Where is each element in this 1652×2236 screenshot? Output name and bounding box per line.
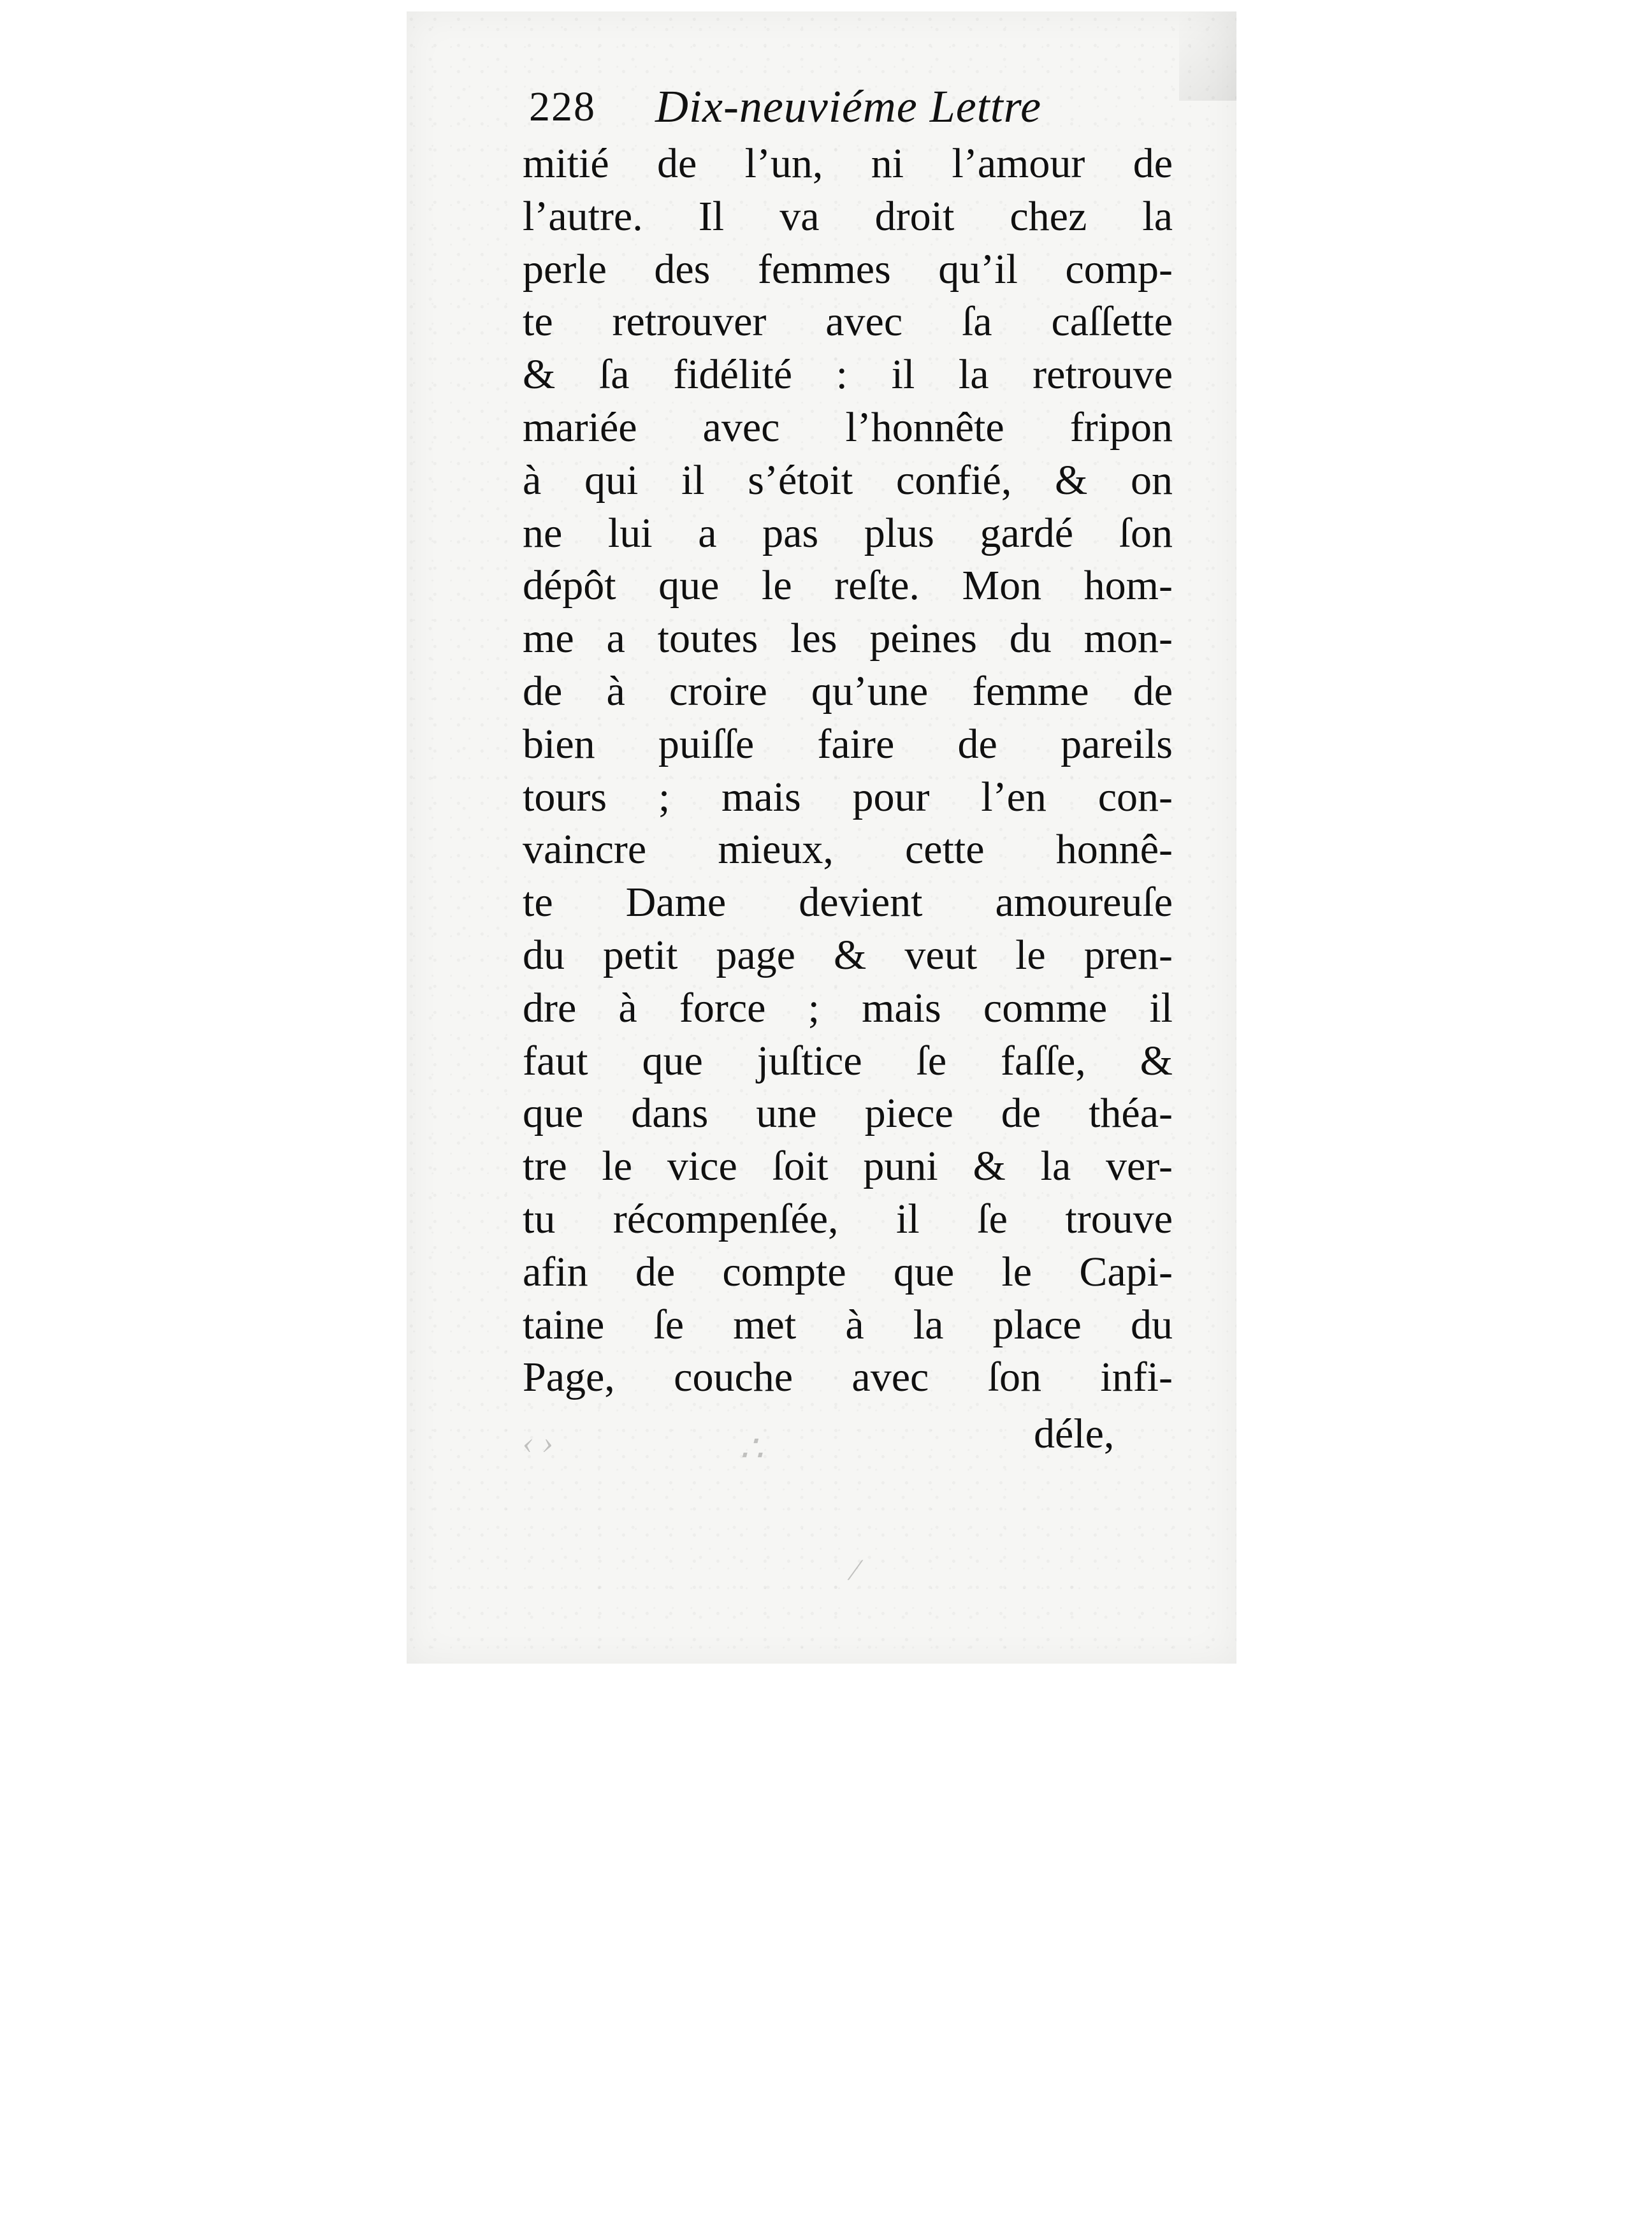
page-number: 228 [529,83,596,130]
text-line: tu récompenſée, il ſe trouve [523,1195,1173,1242]
text-line: mariée avec l’honnête fripon [523,403,1173,451]
text-line: de à croire qu’une femme de [523,667,1173,715]
text-line: tre le vice ſoit puni & la ver- [523,1143,1173,1190]
text-line: afin de compte que le Capi- [523,1248,1173,1295]
text-line: dépôt que le reſte. Mon hom- [523,562,1173,609]
catchword: déle, [1034,1411,1115,1457]
show-through-mark: ⁄ [853,1553,859,1587]
text-line: mitié de l’un, ni l’amour de [523,140,1173,187]
text-line: bien puiſſe faire de pareils [523,720,1173,767]
running-title: Dix-neuviéme Lettre [655,81,1042,132]
text-line: dre à force ; mais comme il [523,984,1173,1031]
text-line: te retrouver avec ſa caſſette [523,298,1173,345]
text-line: Page, couche avec ſon infi- [523,1354,1173,1401]
text-line: me a toutes les peines du mon- [523,615,1173,662]
text-line: vaincre mieux, cette honnê- [523,826,1173,873]
text-line: te Dame devient amoureuſe [523,879,1173,926]
text-line: taine ſe met à la place du [523,1301,1173,1348]
text-line: perle des femmes qu’il comp- [523,245,1173,293]
body-text [523,138,1173,1404]
text-line: l’autre. Il va droit chez la [523,192,1173,240]
text-line: à qui il s’étoit confié, & on [523,456,1173,504]
show-through-mark: ‹ › [523,1425,553,1461]
text-line: tours ; mais pour l’en con- [523,773,1173,820]
text-line: du petit page & veut le pren- [523,931,1173,978]
text-line: faut que juſtice ſe faſſe, & [523,1037,1173,1084]
text-line: ne lui a pas plus gardé ſon [523,509,1173,556]
text-line: & ſa fidélité : il la retrouve [523,351,1173,398]
text-line: que dans une piece de théa- [523,1090,1173,1137]
show-through-mark: ∴ [739,1428,763,1469]
